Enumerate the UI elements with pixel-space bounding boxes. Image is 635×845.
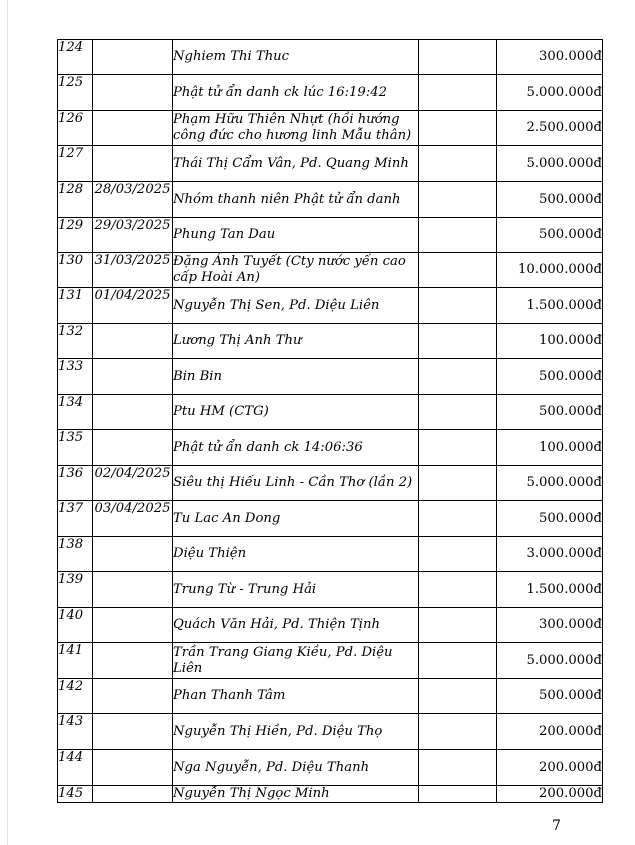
donor-name: Thái Thị Cẩm Vân, Pd. Quang Minh: [173, 146, 419, 182]
row-date: [93, 714, 173, 750]
row-date: [93, 572, 173, 608]
row-number: 137: [58, 501, 93, 537]
donation-amount: 500.000đ: [497, 679, 603, 714]
donation-amount: 200.000đ: [497, 786, 603, 803]
donation-amount: 10.000.000đ: [497, 253, 603, 288]
donor-name: Đặng Ánh Tuyết (Cty nước yến cao cấp Hoài An): [173, 253, 419, 288]
donor-name: Phật tử ẩn danh ck 14:06:36: [173, 430, 419, 466]
row-date: 03/04/2025: [93, 501, 173, 537]
row-date: [93, 395, 173, 430]
row-number: 134: [58, 395, 93, 430]
donor-name: Nghiem Thi Thuc: [173, 40, 419, 75]
row-note-cell: [419, 359, 497, 395]
row-date: [93, 537, 173, 572]
donation-table: [57, 39, 603, 803]
donation-amount: 300.000đ: [497, 608, 603, 643]
table-row: [58, 643, 603, 679]
row-note-cell: [419, 146, 497, 182]
row-note-cell: [419, 679, 497, 714]
row-note-cell: [419, 253, 497, 288]
row-date: [93, 40, 173, 75]
table-row: [58, 395, 603, 430]
row-note-cell: [419, 218, 497, 253]
row-date: 29/03/2025: [93, 218, 173, 253]
donor-name: Quách Văn Hải, Pd. Thiện Tịnh: [173, 608, 419, 643]
row-note-cell: [419, 111, 497, 146]
table-row: [58, 182, 603, 218]
row-note-cell: [419, 786, 497, 803]
donation-amount: 5.000.000đ: [497, 643, 603, 679]
table-row: [58, 679, 603, 714]
row-number: 135: [58, 430, 93, 466]
row-date: 01/04/2025: [93, 288, 173, 324]
row-date: 28/03/2025: [93, 182, 173, 218]
row-number: 128: [58, 182, 93, 218]
donor-name: Diệu Thiện: [173, 537, 419, 572]
table-row: [58, 430, 603, 466]
donation-amount: 5.000.000đ: [497, 146, 603, 182]
table-row: [58, 146, 603, 182]
row-date: [93, 643, 173, 679]
row-number: 140: [58, 608, 93, 643]
row-number: 127: [58, 146, 93, 182]
donor-name: Ptu HM (CTG): [173, 395, 419, 430]
row-number: 138: [58, 537, 93, 572]
donation-amount: 200.000đ: [497, 714, 603, 750]
row-date: [93, 324, 173, 359]
row-note-cell: [419, 430, 497, 466]
donation-amount: 1.500.000đ: [497, 288, 603, 324]
row-note-cell: [419, 572, 497, 608]
table-row: [58, 501, 603, 537]
donation-amount: 300.000đ: [497, 40, 603, 75]
row-date: [93, 111, 173, 146]
row-number: 145: [58, 786, 93, 803]
donor-name: Phật tử ẩn danh ck lúc 16:19:42: [173, 75, 419, 111]
table-row: [58, 714, 603, 750]
table-row: [58, 111, 603, 146]
row-date: [93, 146, 173, 182]
table-row: [58, 786, 603, 803]
table-row: [58, 253, 603, 288]
donor-name: Trung Từ - Trung Hải: [173, 572, 419, 608]
donor-name: Nguyễn Thị Hiền, Pd. Diệu Thọ: [173, 714, 419, 750]
donation-amount: 200.000đ: [497, 750, 603, 786]
row-date: [93, 679, 173, 714]
row-number: 126: [58, 111, 93, 146]
table-row: [58, 359, 603, 395]
donor-name: Trần Trang Giang Kiều, Pd. Diệu Liên: [173, 643, 419, 679]
row-note-cell: [419, 324, 497, 359]
page-edge-line: [7, 0, 8, 845]
donor-name: Tu Lac An Dong: [173, 501, 419, 537]
row-note-cell: [419, 395, 497, 430]
row-number: 142: [58, 679, 93, 714]
donation-amount: 500.000đ: [497, 359, 603, 395]
donation-amount: 500.000đ: [497, 395, 603, 430]
row-number: 130: [58, 253, 93, 288]
row-note-cell: [419, 501, 497, 537]
donor-name: Nga Nguyễn, Pd. Diệu Thanh: [173, 750, 419, 786]
row-number: 143: [58, 714, 93, 750]
table-row: [58, 608, 603, 643]
donor-name: Nguyễn Thị Ngọc Minh: [173, 786, 419, 803]
row-note-cell: [419, 75, 497, 111]
table-row: [58, 75, 603, 111]
row-date: 02/04/2025: [93, 466, 173, 501]
row-note-cell: [419, 750, 497, 786]
donation-amount: 5.000.000đ: [497, 466, 603, 501]
table-row: [58, 466, 603, 501]
row-number: 124: [58, 40, 93, 75]
donation-amount: 2.500.000đ: [497, 111, 603, 146]
donation-amount: 500.000đ: [497, 501, 603, 537]
row-date: [93, 786, 173, 803]
donation-table-body: [58, 40, 603, 803]
row-number: 144: [58, 750, 93, 786]
donor-name: Siêu thị Hiếu Linh - Cần Thơ (lần 2): [173, 466, 419, 501]
donation-amount: 1.500.000đ: [497, 572, 603, 608]
table-row: [58, 288, 603, 324]
row-note-cell: [419, 537, 497, 572]
row-note-cell: [419, 608, 497, 643]
row-number: 136: [58, 466, 93, 501]
row-date: [93, 750, 173, 786]
donation-amount: 500.000đ: [497, 218, 603, 253]
table-row: [58, 40, 603, 75]
donor-name: Lương Thị Anh Thư: [173, 324, 419, 359]
donation-amount: 500.000đ: [497, 182, 603, 218]
row-date: [93, 359, 173, 395]
page-number: 7: [552, 818, 561, 834]
table-row: [58, 324, 603, 359]
row-date: [93, 430, 173, 466]
donor-name: Nhóm thanh niên Phật tử ẩn danh: [173, 182, 419, 218]
donation-amount: 100.000đ: [497, 430, 603, 466]
table-row: [58, 537, 603, 572]
row-note-cell: [419, 288, 497, 324]
donor-name: Nguyễn Thị Sen, Pd. Diệu Liên: [173, 288, 419, 324]
row-note-cell: [419, 466, 497, 501]
row-number: 141: [58, 643, 93, 679]
table-row: [58, 572, 603, 608]
donor-name: Phung Tan Dau: [173, 218, 419, 253]
row-number: 125: [58, 75, 93, 111]
donor-name: Bin Bin: [173, 359, 419, 395]
row-number: 133: [58, 359, 93, 395]
row-note-cell: [419, 182, 497, 218]
donor-name: Phan Thanh Tâm: [173, 679, 419, 714]
row-note-cell: [419, 714, 497, 750]
row-number: 139: [58, 572, 93, 608]
row-date: [93, 608, 173, 643]
donation-amount: 3.000.000đ: [497, 537, 603, 572]
row-note-cell: [419, 643, 497, 679]
row-date: [93, 75, 173, 111]
donation-amount: 100.000đ: [497, 324, 603, 359]
donation-amount: 5.000.000đ: [497, 75, 603, 111]
table-row: [58, 218, 603, 253]
donor-name: Phạm Hữu Thiên Nhựt (hồi hướng công đức cho hương linh Mẫu thân): [173, 111, 419, 146]
row-number: 132: [58, 324, 93, 359]
table-row: [58, 750, 603, 786]
row-note-cell: [419, 40, 497, 75]
row-number: 129: [58, 218, 93, 253]
row-number: 131: [58, 288, 93, 324]
row-date: 31/03/2025: [93, 253, 173, 288]
